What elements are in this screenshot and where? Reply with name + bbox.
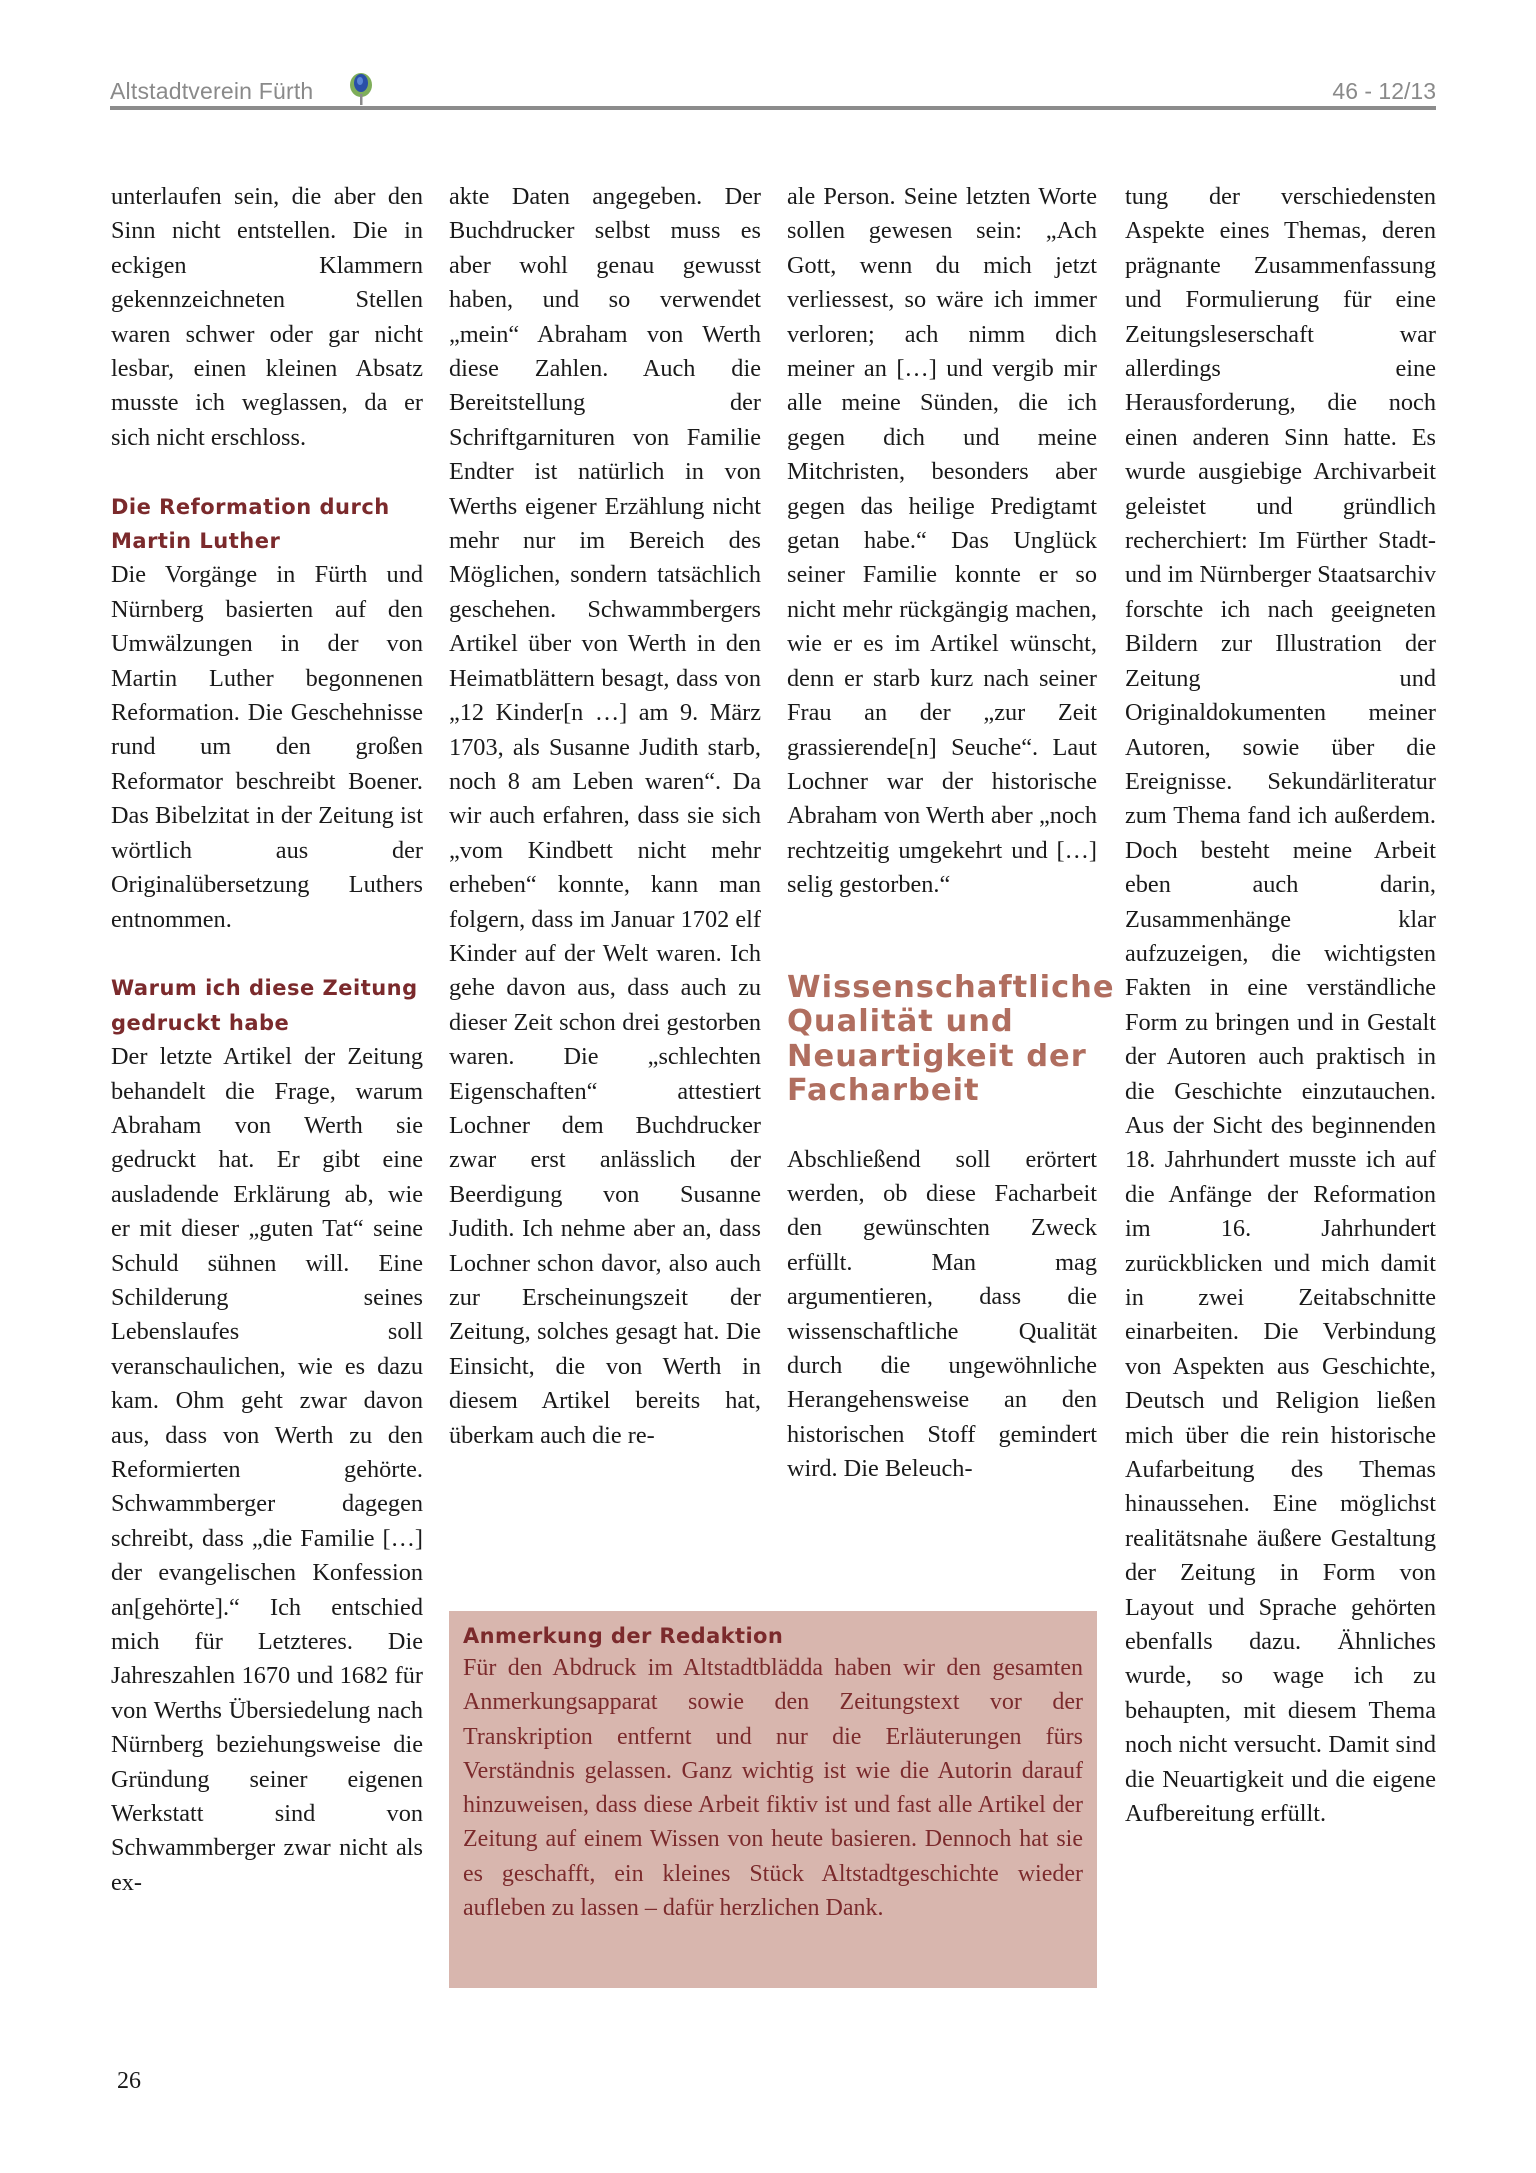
issue-number: 46 - 12/13	[1332, 78, 1436, 104]
header-divider	[110, 106, 1436, 110]
body-paragraph: unterlaufen sein, die aber den Sinn nicht entstellen. Die in eckigen Klammern gekennzeichneten Stellen waren schwer oder gar nicht lesbar, einen kleinen Absatz musste ich weglassen, da er sich nicht erschloss.	[111, 183, 423, 451]
body-paragraph: Abschließend soll erörtert werden, ob diese Facharbeit den gewünschten Zweck erfüllt. Man mag argumentieren, dass die wissenschaftliche Qualität durch die ungewöhnliche Herangehensweise an den historischen Stoff gemindert wird. Die Beleuch-	[787, 1145, 1097, 1483]
section-heading-reformation: Die Reformation durch Martin Luther	[111, 494, 390, 554]
editor-note-body: Für den Abdruck im Altstadtblädda haben wir den gesamten Anmerkungsapparat sowie den Zeitungstext vor der Transkription entfernt und nur die Erläuterungen fürs Verständnis gelassen. Ganz wichtig ist wie die Autorin darauf hinzuweisen, dass diese Arbeit fiktiv ist und fast alle Artikel der Zeitung auf einem Wissen von heute basieren. Dennoch hat sie es geschafft, ein kleines Stück Altstadtgeschichte wieder aufleben zu lassen – dafür herzlichen Dank.	[463, 1655, 1083, 1922]
column-2	[449, 180, 761, 1453]
section-heading-why-printed: Warum ich diese Zeitung gedruckt habe	[111, 976, 418, 1035]
body-paragraph: tung der verschiedensten Aspekte eines Themas, deren prägnante Zusammenfassung und Formulierung für eine Zeitungsleserschaft war allerdings eine Herausforderung, die noch einen anderen Sinn hatte. Es wurde ausgiebige Archivarbeit geleistet und gründlich recherchiert: Im Fürther Stadt- und im Nürnberger Staatsarchiv forschte ich nach geeigneten Bildern zur Illustration der Zeitung und Originaldokumenten meiner Autoren, sowie über die Ereignisse. Sekundärliteratur zum Thema fand ich außerdem. Doch besteht meine Arbeit eben auch darin, Zusammenhänge klar aufzuzeigen, die wichtigsten Fakten in eine verständliche Form zu bringen und in Gestalt der Autoren auch praktisch in die Geschichte einzutauchen. Aus der Sicht des beginnenden 18. Jahrhundert musste ich auf die Anfänge der Reformation im 16. Jahrhundert zurückblicken und mich damit in zwei Zeitabschnitte einarbeiten. Die Verbindung von Aspekten aus Geschichte, Deutsch und Religion ließen mich über die rein historische Aufarbeitung des Themas hinaussehen. Eine möglichst realitätsnahe äußere Gestaltung der Zeitung in Form von Layout und Sprache gehörten ebenfalls dazu. Ähnliches wurde, so wage ich zu behaupten, mit diesem Thema noch nicht versucht. Damit sind die Neuartigkeit und die eigene Aufbereitung erfüllt.	[1125, 183, 1436, 1828]
column-3	[787, 180, 1115, 1487]
body-paragraph: ale Person. Seine letzten Worte sollen gewesen sein: „Ach Gott, wenn du mich jetzt verliessest, so wäre ich immer verloren; ach nimm dich meiner an […] und vergib mir alle meine Sünden, die ich gegen dich und meine Mitchristen, besonders aber gegen das heilige Predigtamt getan habe.“ Das Unglück seiner Familie konnte er so nicht mehr rückgängig machen, wie er es im Artikel wünscht, denn er starb kurz nach seiner Frau an der „zur Zeit grassierende[n] Seuche“. Laut Lochner war der historische Abraham von Werth aber „noch rechtzeitig umgekehrt und […] selig gestorben.“	[787, 183, 1097, 899]
body-paragraph: Der letzte Artikel der Zeitung behandelt die Frage, warum Abraham von Werth sie gedruckt hat. Er gibt eine ausladende Erklärung ab, wie er mit dieser „guten Tat“ seine Schuld sühnen will. Eine Schilderung seines Lebenslaufes soll veranschaulichen, wie es dazu kam. Ohm geht zwar davon aus, dass von Werth zu den Reformierten gehörte. Schwammberger dagegen schreibt, dass „die Familie […] der evangelischen Konfession an[gehörte].“ Ich entschied mich für Letzteres. Die Jahreszahlen 1670 und 1682 für von Werths Übersiedelung nach Nürnberg beziehungsweise die Gründung seiner eigenen Werkstatt sind von Schwammberger zwar nicht als ex-	[111, 1043, 423, 1896]
body-paragraph: akte Daten angegeben. Der Buchdrucker selbst muss es aber wohl genau gewusst haben, und so verwendet „mein“ Abraham von Werth diese Zahlen. Auch die Bereitstellung der Schriftgarnituren von Familie Endter ist natürlich in von Werths eigener Erzählung nicht mehr nur im Bereich des Möglichen, sondern tatsächlich geschehen. Schwammbergers Artikel über von Werth in den Heimatblättern besagt, dass von „12 Kinder[n …] am 9. März 1703, als Susanne Judith starb, noch 8 am Leben waren“. Da wir auch erfahren, dass sie sich „vom Kindbett nicht mehr erheben“ konnte, kann man folgern, dass im Januar 1702 elf Kinder auf der Welt waren. Ich gehe davon aus, dass auch zu dieser Zeit schon drei gestorben waren. Die „schlechten Eigenschaften“ attestiert Lochner dem Buchdrucker zwar erst anlässlich der Beerdigung von Susanne Judith. Ich nehme aber an, dass Lochner schon davor, also auch zur Erscheinungszeit der Zeitung, solches gesagt hat. Die Einsicht, die von Werth in diesem Artikel bereits hat, überkam auch die re-	[449, 183, 761, 1449]
column-1	[111, 180, 423, 1900]
publication-title: Altstadtverein Fürth	[110, 78, 314, 104]
editor-note-box	[449, 1611, 1097, 1988]
page-number: 26	[117, 2068, 141, 2094]
body-paragraph: Die Vorgänge in Fürth und Nürnberg basierten auf den Umwälzungen in der von Martin Luther begonnenen Reformation. Die Geschehnisse rund um den großen Reformator beschreibt Boener. Das Bibelzitat in der Zeitung ist wörtlich aus der Originalübersetzung Luthers entnommen.	[111, 561, 423, 933]
tree-logo-icon	[348, 72, 374, 106]
column-4	[1125, 180, 1436, 1832]
section-heading-quality: Wissenschaftliche Qualität und Neuartigkeit der Facharbeit	[787, 969, 1115, 1109]
editor-note-title: Anmerkung der Redaktion	[463, 1624, 784, 1648]
